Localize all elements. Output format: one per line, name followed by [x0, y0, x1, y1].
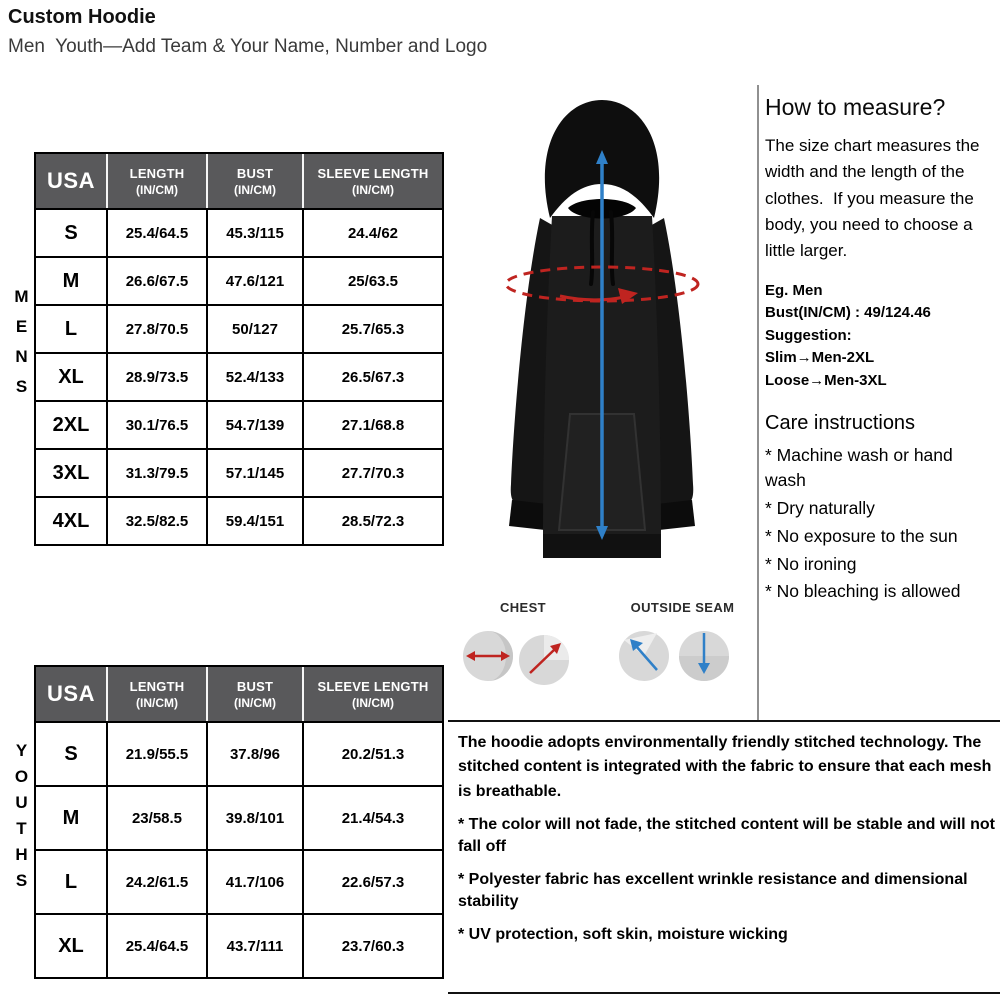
table-cell: 24.2/61.5 — [106, 849, 206, 913]
care-item: * Dry naturally — [765, 497, 875, 518]
table-cell: 57.1/145 — [206, 448, 302, 496]
table-cell: 23/58.5 — [106, 785, 206, 849]
size-cell: 4XL — [36, 496, 106, 544]
chest-measure-icons — [458, 620, 588, 692]
youths-corner-usa — [36, 667, 106, 721]
table-row — [36, 256, 442, 304]
table-cell: 26.5/67.3 — [302, 352, 442, 400]
table-row — [36, 785, 442, 849]
product-note-bullet: * The color will not fade, the stitched content will be stable and will not fall off — [458, 815, 995, 856]
table-cell: 25.7/65.3 — [302, 304, 442, 352]
table-cell: 22.6/57.3 — [302, 849, 442, 913]
column-sub: (IN/CM) — [136, 182, 178, 197]
outside-seam-icons — [612, 620, 752, 692]
table-cell: 32.5/82.5 — [106, 496, 206, 544]
table-cell: 25/63.5 — [302, 256, 442, 304]
size-cell: XL — [36, 913, 106, 977]
product-notes-intro: The hoodie adopts environmentally friendly stitched technology. The stitched content is integrated with the fabric to ensure that each mesh is breathable. — [458, 734, 992, 800]
care-item: * Machine wash or hand wash — [765, 445, 953, 491]
corner-label: USA — [47, 168, 95, 193]
corner-label: USA — [47, 681, 95, 706]
page-title: Custom Hoodie — [8, 6, 156, 28]
table-cell: 20.2/51.3 — [302, 721, 442, 785]
table-row — [36, 448, 442, 496]
column-label: SLEEVE LENGTH — [317, 678, 429, 694]
table-cell: 25.4/64.5 — [106, 208, 206, 256]
table-cell: 27.1/68.8 — [302, 400, 442, 448]
vertical-divider — [757, 85, 759, 722]
column-sub: (IN/CM) — [352, 182, 394, 197]
size-cell: M — [36, 785, 106, 849]
how-to-measure-body: The size chart measures the width and the length of the clothes. If you measure the body, you need to choose a little larger. — [765, 136, 985, 261]
hoodie-product-image — [452, 84, 752, 584]
size-cell: M — [36, 256, 106, 304]
care-instructions-title: Care instructions — [765, 412, 916, 435]
table-cell: 39.8/101 — [206, 785, 302, 849]
page-subtitle: Men Youth—Add Team & Your Name, Number and Logo — [8, 36, 488, 57]
column-header-bust — [206, 667, 302, 721]
mens-group-label: MENS — [12, 287, 31, 407]
column-header-bust — [206, 154, 302, 208]
column-sub: (IN/CM) — [234, 695, 276, 710]
table-row — [36, 400, 442, 448]
table-cell: 26.6/67.5 — [106, 256, 206, 304]
example-line: Slim→Men-2XL — [765, 349, 875, 367]
table-cell: 45.3/115 — [206, 208, 302, 256]
table-cell: 50/127 — [206, 304, 302, 352]
outside-seam-label: OUTSIDE SEAM — [630, 600, 735, 615]
example-line: Suggestion: — [765, 326, 852, 344]
product-note-bullet: * UV protection, soft skin, moisture wicking — [458, 925, 788, 943]
column-label: BUST — [236, 678, 274, 694]
care-item: * No bleaching is allowed — [765, 581, 961, 602]
column-header-length — [106, 154, 206, 208]
table-header-row — [36, 154, 442, 208]
column-sub: (IN/CM) — [234, 182, 276, 197]
example-line: Eg. Men — [765, 281, 823, 299]
hoodie-drawstring-right — [611, 212, 613, 284]
table-cell: 28.5/72.3 — [302, 496, 442, 544]
size-cell: L — [36, 849, 106, 913]
table-row — [36, 208, 442, 256]
table-cell: 59.4/151 — [206, 496, 302, 544]
size-cell: 3XL — [36, 448, 106, 496]
column-label: SLEEVE LENGTH — [317, 165, 429, 181]
table-cell: 41.7/106 — [206, 849, 302, 913]
hoodie-drawstring-left — [591, 212, 593, 284]
table-cell: 43.7/111 — [206, 913, 302, 977]
table-header-row — [36, 667, 442, 721]
size-cell: 2XL — [36, 400, 106, 448]
table-row — [36, 849, 442, 913]
table-cell: 25.4/64.5 — [106, 913, 206, 977]
column-label: BUST — [236, 165, 274, 181]
care-instructions-list — [765, 443, 993, 604]
column-header-sleeve — [302, 667, 442, 721]
table-cell: 37.8/96 — [206, 721, 302, 785]
care-item: * No exposure to the sun — [765, 525, 958, 546]
table-cell: 54.7/139 — [206, 400, 302, 448]
youths-group-label: YOUTHS — [12, 741, 31, 897]
table-cell: 47.6/121 — [206, 256, 302, 304]
table-cell: 24.4/62 — [302, 208, 442, 256]
table-cell: 21.4/54.3 — [302, 785, 442, 849]
example-line: Loose→Men-3XL — [765, 371, 887, 389]
table-row — [36, 913, 442, 977]
column-header-length — [106, 667, 206, 721]
how-to-measure-panel — [765, 94, 993, 607]
how-to-measure-title: How to measure? — [765, 94, 946, 120]
size-cell: S — [36, 721, 106, 785]
column-label: LENGTH — [129, 678, 185, 694]
mens-size-table — [34, 152, 444, 546]
chest-label: CHEST — [499, 600, 547, 615]
table-cell: 30.1/76.5 — [106, 400, 206, 448]
product-note-bullet: * Polyester fabric has excellent wrinkle resistance and dimensional stability — [458, 870, 968, 911]
column-sub: (IN/CM) — [136, 695, 178, 710]
size-cell: S — [36, 208, 106, 256]
table-cell: 27.7/70.3 — [302, 448, 442, 496]
table-cell: 23.7/60.3 — [302, 913, 442, 977]
table-row — [36, 304, 442, 352]
sizing-example — [765, 280, 993, 393]
table-row — [36, 352, 442, 400]
youths-size-table — [34, 665, 444, 979]
table-row — [36, 721, 442, 785]
column-header-sleeve — [302, 154, 442, 208]
mens-corner-usa — [36, 154, 106, 208]
size-cell: L — [36, 304, 106, 352]
table-cell: 27.8/70.5 — [106, 304, 206, 352]
example-line: Bust(IN/CM) : 49/124.46 — [765, 304, 931, 322]
table-cell: 31.3/79.5 — [106, 448, 206, 496]
table-cell: 52.4/133 — [206, 352, 302, 400]
product-notes-panel — [448, 720, 1000, 994]
table-row — [36, 496, 442, 544]
column-sub: (IN/CM) — [352, 695, 394, 710]
column-label: LENGTH — [129, 165, 185, 181]
size-cell: XL — [36, 352, 106, 400]
table-cell: 28.9/73.5 — [106, 352, 206, 400]
care-item: * No ironing — [765, 553, 857, 574]
table-cell: 21.9/55.5 — [106, 721, 206, 785]
